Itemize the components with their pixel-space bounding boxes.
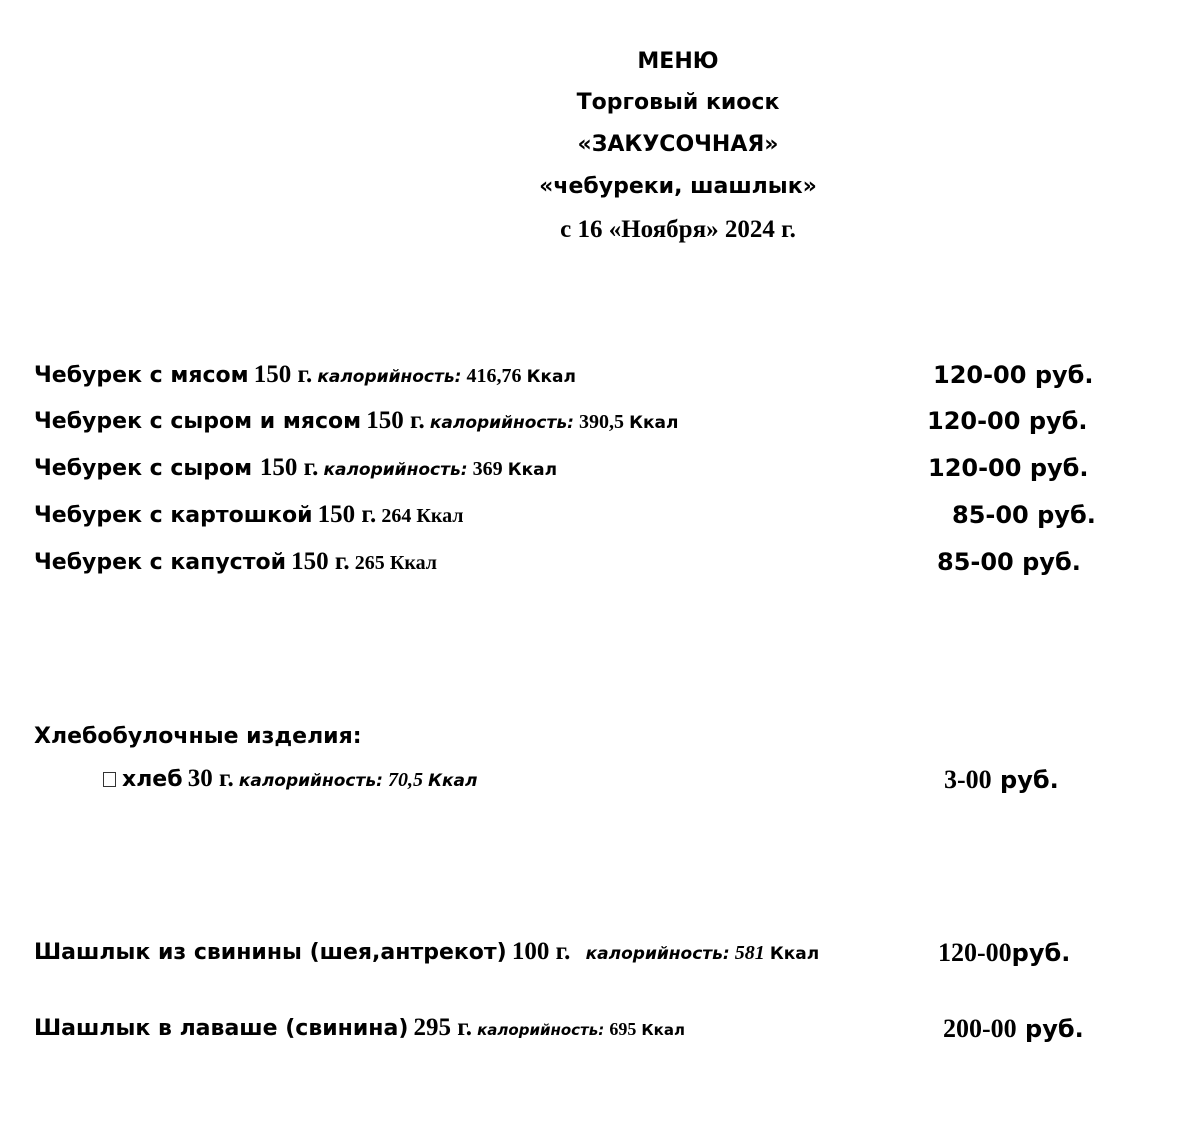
menu-item <box>34 407 678 441</box>
kcal-unit: Ккал <box>526 367 576 387</box>
price-amount: 120-00 <box>938 938 1012 967</box>
menu-item <box>34 938 819 972</box>
kcal-value: 369 <box>472 458 503 480</box>
kcal-unit: Ккал <box>389 552 437 574</box>
effective-date: с 16 «Ноября» 2024 г. <box>560 216 796 243</box>
kcal-label: калорийность: <box>323 460 468 480</box>
price-unit: руб. <box>1000 766 1059 794</box>
kcal-label: калорийность: <box>429 413 574 433</box>
kcal-value: 70,5 <box>387 769 423 791</box>
item-name: Шашлык из свинины (шея,антрекот) <box>34 940 507 965</box>
price-amount: 200-00 <box>943 1014 1017 1043</box>
kcal-label: калорийность: <box>317 367 462 387</box>
item-price: 120-00 руб. <box>933 361 1094 389</box>
kcal-unit: Ккал <box>629 413 679 433</box>
section-title-bakery: Хлебобулочные изделия: <box>34 724 362 749</box>
kcal-value: 265 <box>354 552 385 574</box>
price-unit: руб. <box>1011 939 1071 967</box>
kcal-unit: Ккал <box>641 1021 685 1039</box>
kcal-value: 416,76 <box>466 365 522 387</box>
kcal-value: 390,5 <box>579 411 624 433</box>
kcal-label: калорийность: <box>477 1021 605 1039</box>
item-weight: 150 г. <box>366 407 425 434</box>
kiosk-subtitle: «чебуреки, шашлык» <box>539 174 817 199</box>
item-price: 120-00 руб. <box>927 407 1088 435</box>
kcal-unit: Ккал <box>416 505 464 527</box>
item-weight: 100 г. <box>511 938 571 965</box>
item-weight: 150 г. <box>317 501 377 528</box>
item-name: хлеб <box>122 767 183 792</box>
item-price: 85-00 руб. <box>937 548 1081 576</box>
menu-item <box>34 1014 685 1048</box>
menu-title: МЕНЮ <box>637 49 719 74</box>
menu-item <box>34 454 557 488</box>
item-name: Чебурек с мясом <box>34 363 249 388</box>
kcal-value: 581 <box>734 942 765 964</box>
price-amount: 3-00 <box>944 765 992 794</box>
kcal-label: калорийность: <box>585 944 730 964</box>
item-price <box>938 938 1070 968</box>
item-price: 120-00 руб. <box>928 454 1089 482</box>
item-weight: 30 г. <box>187 765 234 792</box>
price-unit: руб. <box>1025 1015 1084 1043</box>
item-price <box>944 765 1059 795</box>
menu-item <box>34 548 437 582</box>
menu-item <box>34 501 464 535</box>
item-name: Чебурек с сыром <box>34 456 260 481</box>
menu-item <box>34 361 576 395</box>
kcal-unit: Ккал <box>428 771 478 791</box>
item-name: Чебурек с картошкой <box>34 503 313 528</box>
kcal-unit: Ккал <box>507 460 558 480</box>
item-weight: 150 г. <box>259 454 319 481</box>
item-weight: 295 г. <box>413 1014 473 1041</box>
item-weight: 150 г. <box>253 361 313 388</box>
item-price <box>943 1014 1084 1044</box>
checkbox-bullet-icon <box>103 772 116 787</box>
kiosk-name: «ЗАКУСОЧНАЯ» <box>577 132 779 157</box>
kcal-value: 695 <box>609 1019 637 1039</box>
item-weight: 150 г. <box>291 548 350 575</box>
kcal-unit: Ккал <box>769 944 820 964</box>
item-price: 85-00 руб. <box>952 501 1096 529</box>
item-name: Чебурек с капустой <box>34 550 287 575</box>
kcal-value: 264 <box>381 505 412 527</box>
kiosk-type: Торговый киоск <box>576 90 780 115</box>
kcal-label: калорийность: <box>238 771 383 791</box>
menu-item <box>103 765 477 799</box>
item-name: Чебурек с сыром и мясом <box>34 409 362 434</box>
item-name: Шашлык в лаваше (свинина) <box>34 1016 409 1041</box>
